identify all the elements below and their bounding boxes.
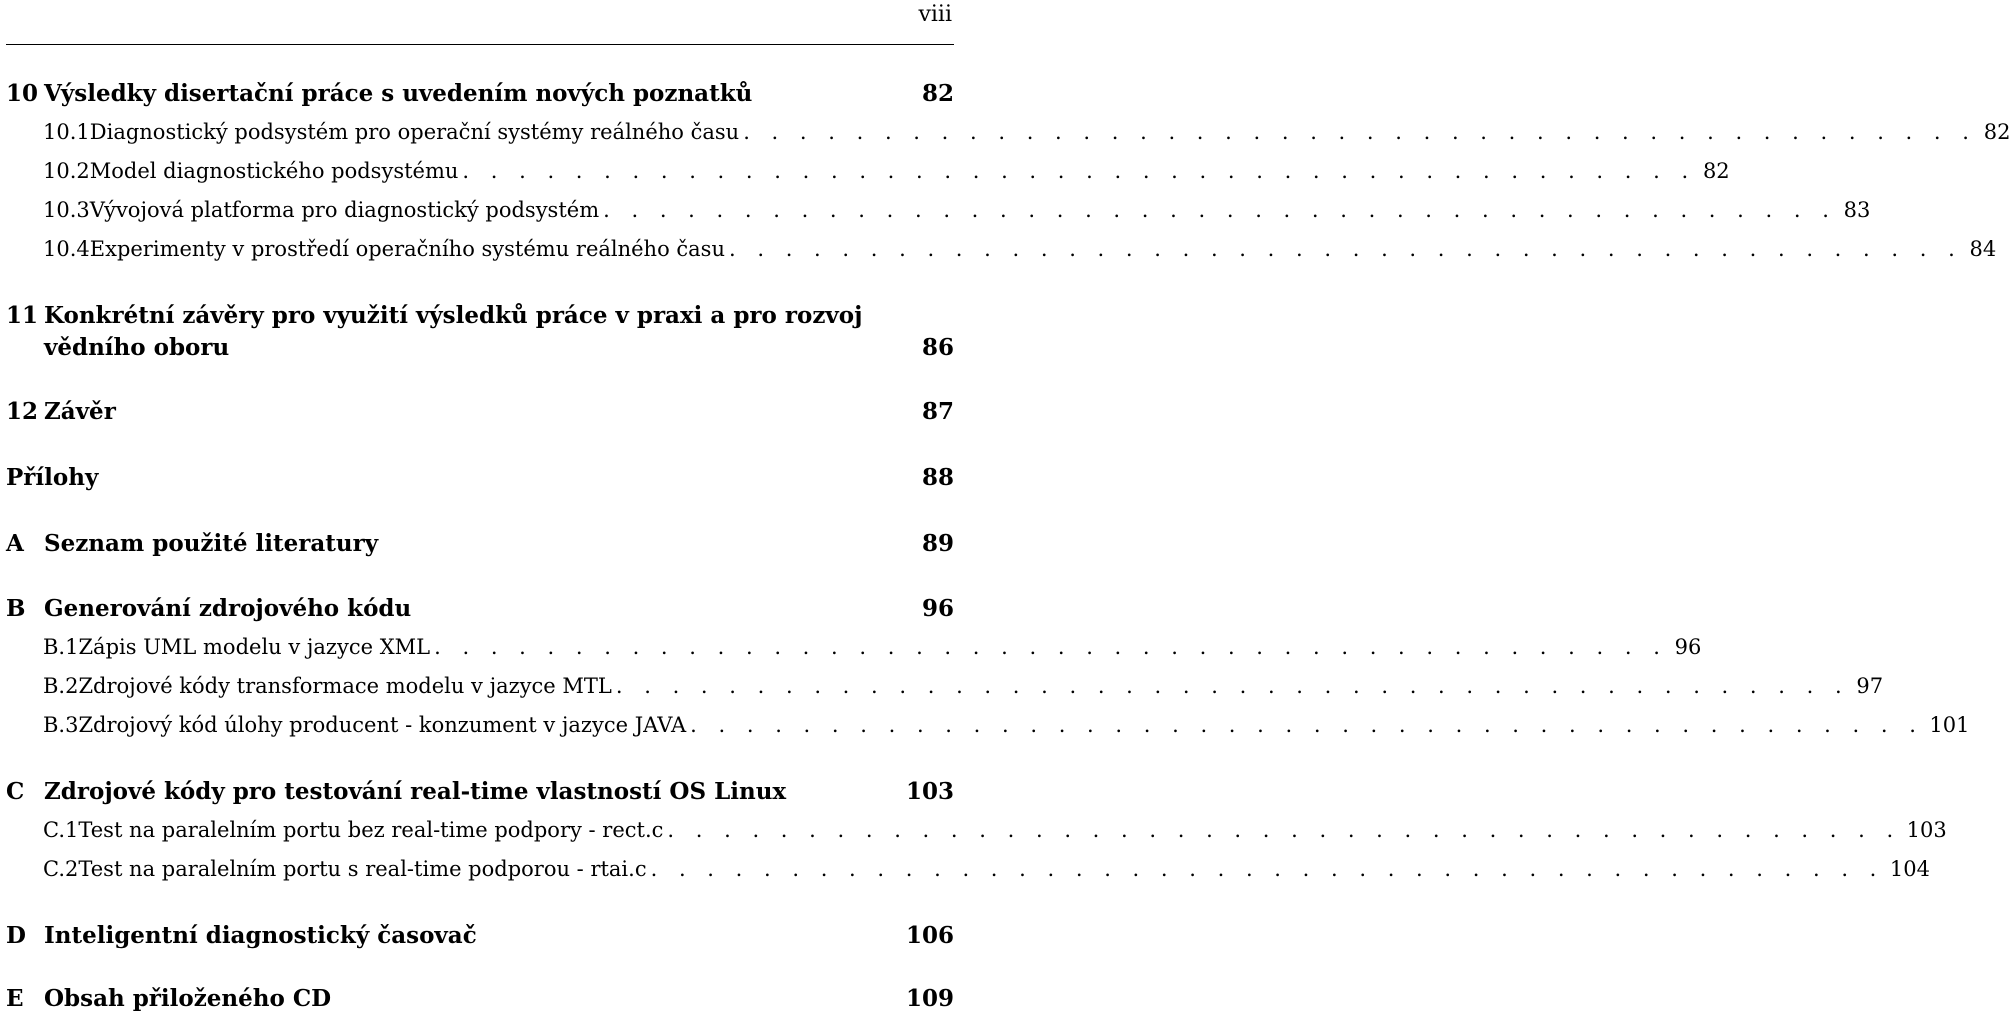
toc-page-number: 96 [921,595,954,622]
toc-appendix-e[interactable] [6,985,954,1019]
toc-chapter-12[interactable] [6,398,954,432]
toc-chapter-title: Zdrojové kódy pro testování real-time vlastností OS Linux [44,778,787,805]
toc-page-number: 103 [1906,818,1947,842]
dot-leader: . . . . . . . . . . . . . . . . . . . . . . . . . . . . . . . . . . . . . . . . . . . . [667,818,1901,842]
toc-section-number: C.1 [43,818,79,842]
toc-section-number: 10.3 [43,198,90,222]
toc-page-number: 82 [1983,120,2010,144]
toc-appendix-a[interactable] [6,530,954,564]
toc-chapter-number: A [6,530,24,557]
toc-section-title: Vývojová platforma pro diagnostický podsystém [89,198,600,222]
toc-chapter-number: E [6,985,24,1012]
toc-chapter-10[interactable] [6,80,954,114]
toc-chapter-title: Obsah přiloženého CD [44,985,332,1012]
dot-leader: . . . . . . . . . . . . . . . . . . . . . . . . . . . . . . . . . . . . . . . . . . . . [690,713,1924,737]
toc-page-number: 82 [921,80,954,107]
toc-section-title: Zdrojový kód úlohy producent - konzument v jazyce JAVA [78,713,687,737]
dot-leader: . . . . . . . . . . . . . . . . . . . . . . . . . . . . . . . . . . . . . . . . . . . . [434,635,1668,659]
toc-appendix-d[interactable] [6,922,954,956]
toc-section-c-2[interactable] [6,857,1930,891]
toc-page-number: 87 [921,398,954,425]
toc-page-number: 97 [1856,674,1884,698]
toc-section-number: B.2 [43,674,79,698]
toc-page-number: 96 [1674,635,1702,659]
toc-section-b-3[interactable] [6,713,1970,747]
toc-section-title: Diagnostický podsystém pro operační systémy reálného času [89,120,740,144]
toc-section-title: Model diagnostického podsystému [89,159,459,183]
dot-leader: . . . . . . . . . . . . . . . . . . . . . . . . . . . . . . . . . . . . . . . . . . . . [615,674,1850,698]
toc-chapter-title: Konkrétní závěry pro využití výsledků práce v praxi a pro rozvoj [44,302,863,329]
toc-section-title: Test na paralelním portu s real-time podporou - rtai.c [78,857,647,881]
toc-chapter-number: 10 [6,80,39,107]
toc-chapter-title: Seznam použité literatury [44,530,379,557]
toc-chapter-number: C [6,778,25,805]
toc-page-number: 84 [1969,237,1997,261]
toc-section-b-1[interactable] [6,635,1702,669]
toc-chapter-title: Generování zdrojového kódu [44,595,412,622]
toc-chapter-title-continued: vědního oboru [44,334,230,361]
toc-section-number: 10.2 [43,159,90,183]
toc-section-10-3[interactable] [6,198,1871,232]
toc-page-number: 101 [1929,713,1970,737]
toc-section-10-2[interactable] [6,159,1730,193]
dot-leader: . . . . . . . . . . . . . . . . . . . . . . . . . . . . . . . . . . . . . . . . . . . . [650,857,1884,881]
toc-section-number: C.2 [43,857,79,881]
toc-page-number: 89 [921,530,954,557]
toc-section-10-4[interactable] [6,237,1997,271]
toc-chapter-number: B [6,595,26,622]
toc-section-c-1[interactable] [6,818,1947,852]
toc-appendix-c[interactable] [6,778,954,812]
toc-section-title: Zdrojové kódy transformace modelu v jazyce MTL [78,674,612,698]
toc-section-number: B.3 [43,713,79,737]
dot-leader: . . . . . . . . . . . . . . . . . . . . . . . . . . . . . . . . . . . . . . . . . . . . [603,198,1837,222]
toc-section-number: 10.4 [43,237,90,261]
toc-section-title: Experimenty v prostředí operačního systému reálného času [89,237,725,261]
header-rule [6,44,954,45]
toc-chapter-title: Závěr [44,398,116,425]
toc-page-number: 104 [1889,857,1930,881]
page-number: viii [918,2,952,27]
toc-chapter-number: D [6,922,26,949]
toc-chapter-title: Inteligentní diagnostický časovač [44,922,477,949]
dot-leader: . . . . . . . . . . . . . . . . . . . . . . . . . . . . . . . . . . . . . . . . . . . . [729,237,1963,261]
toc-page-number: 86 [921,334,954,361]
toc-section-title: Test na paralelním portu bez real-time podpory - rect.c [78,818,664,842]
toc-chapter-title: Výsledky disertační práce s uvedením nových poznatků [44,80,753,107]
toc-chapter-title: Přílohy [6,464,99,491]
toc-section-number: B.1 [43,635,79,659]
toc-page-number: 106 [905,922,954,949]
toc-chapter-11[interactable] [6,302,954,366]
toc-section-10-1[interactable] [6,120,2010,154]
toc-section-number: 10.1 [43,120,90,144]
toc-page-number: 83 [1843,198,1871,222]
toc-chapter-number: 11 [6,302,39,329]
toc-chapter-number: 12 [6,398,39,425]
dot-leader: . . . . . . . . . . . . . . . . . . . . . . . . . . . . . . . . . . . . . . . . . . . . [743,120,1977,144]
toc-page-number: 109 [905,985,954,1012]
toc-section-title: Zápis UML modelu v jazyce XML [78,635,431,659]
toc-appendix-b[interactable] [6,595,954,629]
toc-page-number: 82 [1702,159,1730,183]
toc-page-number: 88 [921,464,954,491]
toc-appendices-heading[interactable] [6,464,954,498]
dot-leader: . . . . . . . . . . . . . . . . . . . . . . . . . . . . . . . . . . . . . . . . . . . . [462,159,1696,183]
toc-page-number: 103 [905,778,954,805]
toc-section-b-2[interactable] [6,674,1884,708]
